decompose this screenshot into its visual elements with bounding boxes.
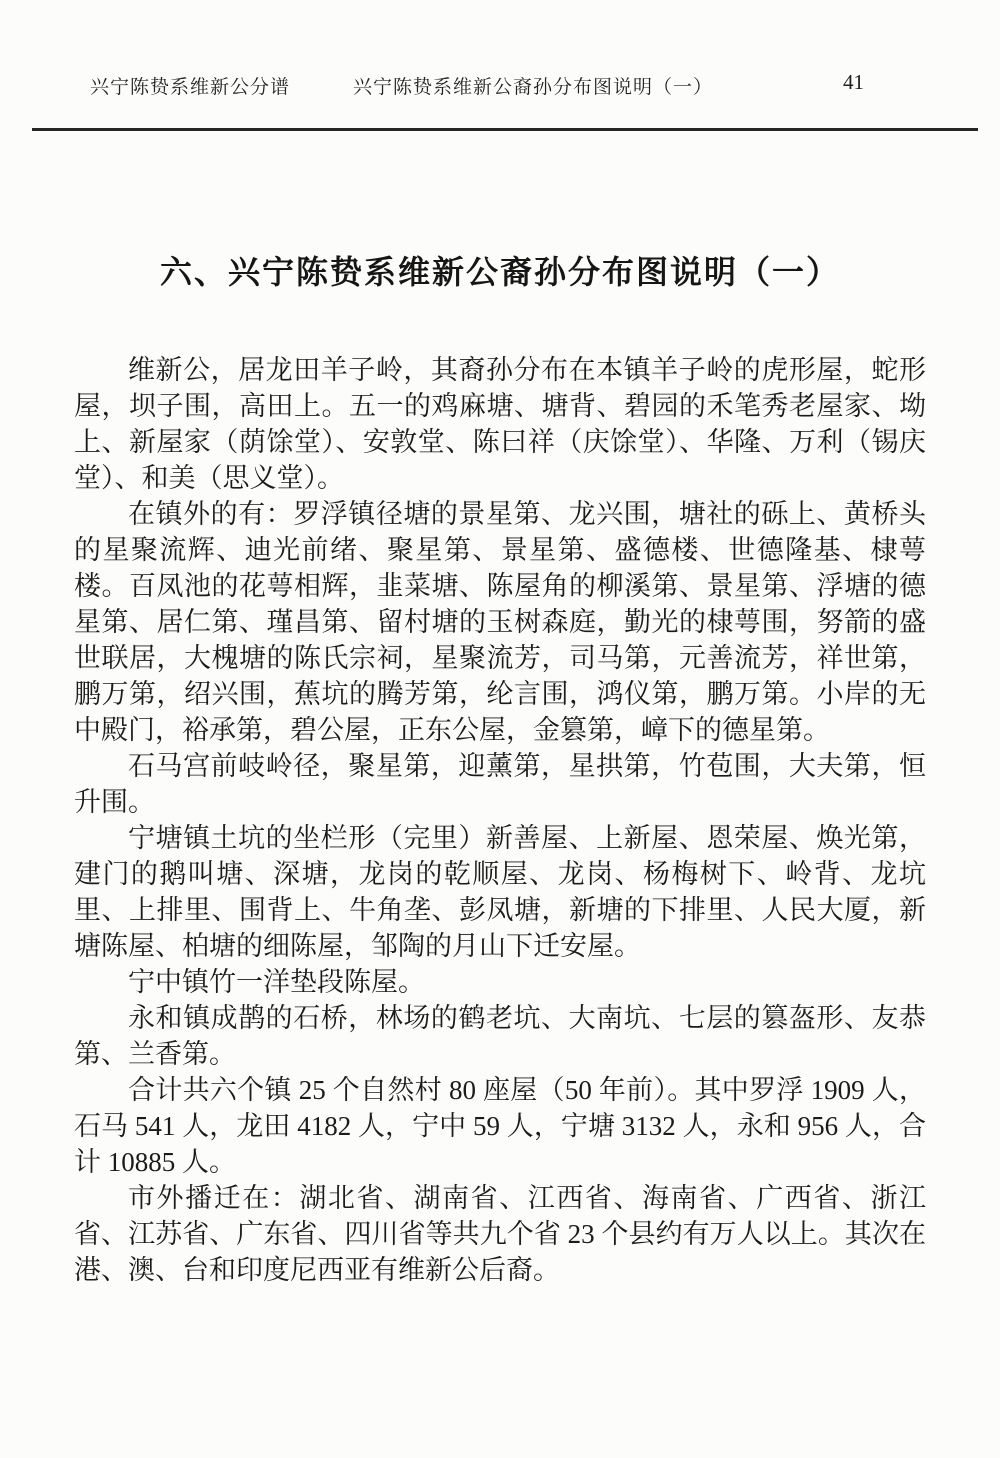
document-body bbox=[74, 352, 926, 1288]
paragraph-ningzhong: 宁中镇竹一洋垫段陈屋。 bbox=[128, 967, 425, 997]
header-left-title: 兴宁陈贽系维新公分谱 bbox=[90, 77, 291, 98]
paragraph-totals: 合计共六个镇 25 个自然村 80 座屋（50 年前）。其中罗浮 1909 人，石马 541 人，龙田 4182 人，宁中 59 人，宁塘 3132 人，永和 956 人，合计 10885 人。 bbox=[74, 1075, 926, 1177]
paragraph-ningtang: 宁塘镇土坑的坐栏形（完里）新善屋、上新屋、恩荣屋、焕光第，建门的鹅叫塘、深塘，龙岗的乾顺屋、龙岗、杨梅树下、岭背、龙坑里、上排里、围背上、牛角垄、彭凤塘，新塘的下排里、人民大厦，新塘陈屋、柏塘的细陈屋，邹陶的月山下迁安屋。 bbox=[74, 823, 926, 961]
header-divider bbox=[32, 128, 978, 131]
paragraph-intro-longtian: 维新公，居龙田羊子岭，其裔孙分布在本镇羊子岭的虎形屋，蛇形屋，坝子围，高田上。五一的鸡麻塘、塘背、碧园的禾笔秀老屋家、坳上、新屋家（荫馀堂）、安敦堂、陈曰祥（庆馀堂）、华隆、万利（锡庆堂）、和美（思义堂）。 bbox=[74, 355, 926, 493]
paragraph-shima: 石马宫前岐岭径，聚星第，迎薰第，星拱第，竹苞围，大夫第，恒升围。 bbox=[74, 751, 926, 817]
document-title: 六、兴宁陈贽系维新公裔孙分布图说明（一） bbox=[159, 254, 840, 290]
paragraph-migration: 市外播迁在：湖北省、湖南省、江西省、海南省、广西省、浙江省、江苏省、广东省、四川省等共九个省 23 个县约有万人以上。其次在港、澳、台和印度尼西亚有维新公后裔。 bbox=[74, 1183, 926, 1285]
running-header bbox=[0, 72, 1000, 98]
page-number: 41 bbox=[843, 70, 864, 94]
paragraph-yonghe: 永和镇成鹊的石桥，林场的鹤老坑、大南坑、七层的篡盔形、友恭第、兰香第。 bbox=[74, 1003, 926, 1069]
paragraph-outside-town: 在镇外的有：罗浮镇径塘的景星第、龙兴围，塘社的砾上、黄桥头的星聚流辉、迪光前绪、聚星第、景星第、盛德楼、世德隆基、棣萼楼。百凤池的花萼相辉，韭菜塘、陈屋角的柳溪第、景星第、浮塘的德星第、居仁第、瑾昌第、留村塘的玉树森庭，勤光的棣萼围，努箭的盛世联居，大槐塘的陈氏宗祠，星聚流芳，司马第，元善流芳，祥世第，鹏万第，绍兴围，蕉坑的腾芳第，纶言围，鸿仪第，鹏万第。小岸的无中殿门，裕承第，碧公屋，正东公屋，金篡第，嶂下的德星第。 bbox=[74, 499, 926, 745]
header-center-title: 兴宁陈贽系维新公裔孙分布图说明（一） bbox=[353, 77, 714, 98]
